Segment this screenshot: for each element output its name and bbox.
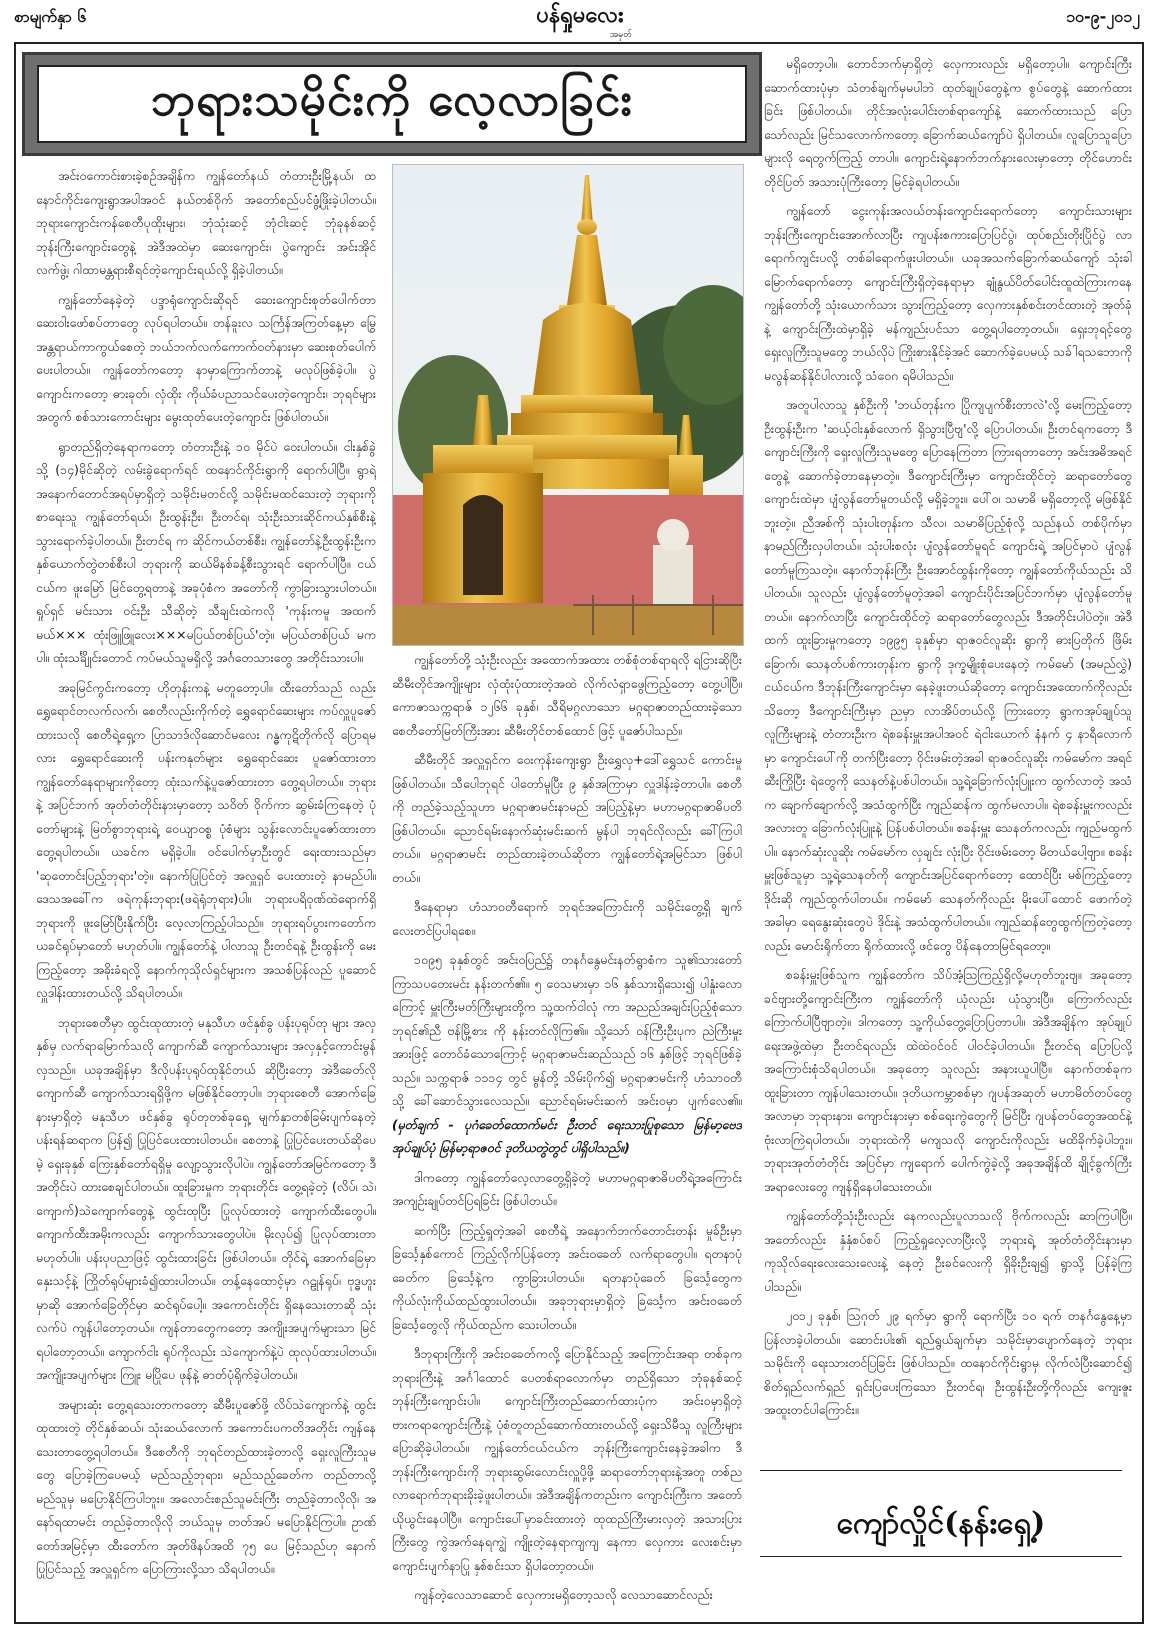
signature-rule-bottom — [760, 1556, 1122, 1557]
paragraph: ရွာတည်ရှိတဲ့နေရာကတော့ တံတားဦးနဲ့ ၁၀ မိုင်ပဲ ဝေးပါတယ်။ ငါးနှစ်ခွဲသို့ (၁၄)မိုင်ဆိုတဲ့ လမ်းခွဲရောက်ရင် ထနောင်ကိုင်းရွာကို ရောက်ပါပြီ။ ရွာရဲ့အနောက်တောင်အရပ်မှာရှိတဲ့ သမိုင်းမတင်လို့ သမိုင်းမထင်သေးတဲ့ ဘုရားကို စာရေးသူ ကျွန်တော်ရယ်၊ ဦးထွန်းဦး၊ ဦးတင်ရ၊ သုံးဦးသားဆိုင်ကယ်နှစ်စီးနဲ့ သွားရောက်ခဲ့ပါတယ်။ ဦးတင်ရ က ဆိုင်ကယ်တစ်စီး၊ ကျွန်တော်နဲ့ဦးထွန်းဦးက နှစ်ယောက်တွဲတစ်စီးပါ ဘုရားကို ဆယ်မိနစ်ခန့်စီးသွားရင် ရောက်ပါပြီ။ ငယ်ငယ်က ဖူးမြော် မြင်တွေ့ရတာနဲ့ အခုပုံစံက အတော်ကို ကွာခြားသွားပါတယ်။ ရှုပ်ရှင် မင်းသား ဝင်းဦး သီဆိုတဲ့ သီချင်းထဲကလို 'ကုန်းကမူ အထက်မယ်××× ထုံးဖြူဖြူလေး×××မပြယ်တစ်ပြယ်'တဲ့။ မပြယ်တစ်ပြယ် မကပါ။ ထုံးသင်္ချိုင်းတောင် ကပ်မယ်သူမရှိလို့ အင်္ဂတေသားတွေ အတိုင်းသားပါ။ — [36, 438, 376, 665]
paragraph-text: ၁၀၉၅ ခုနှစ်တွင် အင်းဝပြည်၌ တနင်္ဂနွေမင်းနတ်ရွာစံက သူ၏သားတော် ကြာသပတေးမင်း နန်းတက်၏။ ၅ ဝေသမားမှာ ၁၆ နှစ်သားရှိသေး၍ ပါနှုံးလောကြောင့် မှူးကြီးမတ်ကြီးများတို့က သူ့ထက်ငါလုံ ကာ အညည်အချင်းပြည့်စုံသော ဘုရင်၏ညီ ဗန်မြို့စား ကို နန်းတင်လိုကြ၏။ သို့သော် ဝန်ကြီးဦးပုက ညဲကြီးမှုးအားဖြင့် တောဝ်ခံသောကြောင့် မဂ္ဂရာဇာမင်းဆည်သည် ၁၆ နှစ်ဖြင့် ဘုရင်ဖြစ်ခဲ့သည်။ သက္ကရာဇ် ၁၁၁၄ တွင် မွန်တို့ သိမ်းပိုက်၍ မဂ္ဂရာဇာမင်းကို ဟံသာဝတီသို့ ခေါ်ဆောင်သွားလေသည်။ ညောင်ရမ်းမင်းဆက် အင်းဝမှာ ပျက်လေ၏။ — [392, 952, 742, 1108]
pagoda-illustration — [393, 165, 743, 645]
page-header — [0, 0, 1158, 40]
title-inner-frame — [37, 65, 747, 143]
paragraph: ကျွန်တော် ငွေးကုန်းအလယ်တန်းကျောင်းရောက်တော့ ကျောင်းသားများ ဘုန်းကြီးကျောင်းအောက်လာပြီး ကျပန်းစကားပြောပြင်ပွဲ၊ ထုပ်စည်းတိုးပြိုင်ပွဲ လာရောက်ကျင်းပလို့ တစ်ခါရောက်ဖူးပါတယ်။ ယခုအသက်ခြောက်ဆယ်ကျော် သုံးခါမြောက်ရောက်တော့ ကျောင်းကြီးရှိတဲ့နေရာမှာ ချုံနွယ်ပိတ်ပေါင်းထူထဲကြားကနေ ကျွန်တော်တို့ သုံးယောက်သား သွားကြည့်တော့ လှေကားနှစ်စင်းတင်ထားတဲ့ အုတ်ခုံနဲ့ ကျောင်းကြီးထဲမှာရှိခဲ့ မန်ကျည်းပင်သာ တွေ့ရပါတော့တယ်။ ရှေးဘုရင့်တွေ ရှေးလူကြီးသူမတွေ ဘယ်လိုပဲ ကြိုးစားနိုင်ခဲ့အင် ဆောက်ခဲ့ပေမယ့် သခ်ါရသဘောကို မလွန်ဆန်နိုင်ပါလားလို့ သံဝေဂ ရမိပါသည်။ — [764, 203, 1132, 383]
paragraph: အများဆုံး တွေ့ရသေးတာကတော့ ဆီမီးပူဇော်ဖို့ လိပ်သဲကျောက်နဲ့ ထွင်းထုထားတဲ့ တိုင်နှစ်ဆယ်၊ သုံးဆယ်လောက် အကောင်းပကတိအတိုင်း ကျန်နေသေးတာတွေ့ရပါတယ်။ ဒီစေတီကို ဘုရင်တည်ထားခဲ့တာလို့ ရှေးလူကြီးသူမတွေ ပြောခဲ့ကြပေမယ့် မည်သည့်ဘုရား၊ မည်သည့်ခေတ်က တည်တာလို့ မည်သူမှ မပြောနိုင်ကြပါဘူး။ အလောင်းစည်သူမင်းကြီး တည်ခဲ့တာလိုလို၊ အနော်ရထာမင်း တည်ခဲ့တာလိုလို ဘယ်သူမှ တတ်အပ် မပြောနိုင်ကြပါ။ ဥာဏ်တော်အမြင့်မှာ ထီးတော်က အုတ်ဖိနပ်အထိ ၇၅ ပေ မြင့်သည်ဟု နောက်ပြုပြင်သည့် အလှူရှင်က ပြောကြားလို့သာ သိရပါတယ်။ — [36, 1396, 376, 1576]
paragraph: ဒီနေရာမှာ ဟံသာဝတီရောက် ဘုရင်အကြောင်းကို သမိုင်းတွေ့ရှိ ချက်လေးတင်ပြပါရစေ။ — [392, 899, 742, 938]
paragraph: မရှိတော့ပါ။ တောင်ဘက်မှာရှိတဲ့ လှေကားလည်း မရှိတော့ပါ။ ကျောင်းကြီး ဆောက်ထားပုံမှာ သံတစ်ချက်မှမပါဘဲ ထုတ်ချုပ်တွေနဲ့က စွပ်တွေနဲ့ ဆောက်ထားခြင်း ဖြစ်ပါတယ်။ တိုင်အလုံးပေါင်းတစ်ရာကျော်နဲ့ ဆောက်ထားသည် ပြောသော်လည်း မြင်သလောက်ကတော့ ခြောက်ဆယ်ကျော်ပဲ ရှိပါတယ်။ လူပြောသူပြောများလို ရေတွက်ကြည့် တာပါ။ ကျောင်းရဲ့နောက်ဘက်နားလေးမှာတော့ တိုင်ဟောင်း တိုင်ပြတ် အသားပုံကြီးတော့ မြင်ခဲ့ရပါတယ်။ — [764, 56, 1132, 189]
paragraph: ကျွန်တော်တို့ သုံးဦးလည်း အထောက်အထား တစ်စုံတစ်ရာရလို ရငြားဆိုပြီး ဆီမီးတိုင်အကျိုးများ လှံထုံးပုံထားတဲ့အထဲ လိုက်လံရှာဖွေကြည့်တော့ တွေ့ပါပြီ။ ကောဇာသက္ကရာဇ် ၁၂၆၆ ခုနှစ်၊ သီရိမဂ္ဂလာသော မဂ္ဂရာဇာတည်ထားခဲ့သော စေတီတော်မြတ်ကြီးအား ဆီမီးတိုင်တစ်ထောင် ဖြင့် ပူဇော်ပါသည်။ — [392, 652, 742, 738]
article-column-1 — [36, 164, 376, 1614]
paragraph: အင်းဝကောင်းစားခဲ့စဉ်အချိန်က ကျွန်တော်နယ် တံတားဦးမြို့နယ်၊ ထနောင်ကိုင်းကျေးရွာအပါအဝင် နယ်တစ်ဝိုက် အတော်စည်ပင်ဖွံ့ဖြိုးခဲ့ပါတယ်။ ဘုရားကျောင်းကန်စေတီပုထိုးများ၊ ဘုံသုံးဆင့် ဘုံငါးဆင့် ဘုံခုနစ်ဆင့် ဘုန်းကြီးကျောင်းတွေနဲ့ အဲဒီအထဲမှာ ဆေးကျောင်း၊ ပွဲကျောင်း အင်းအိုင်လက်ဖွဲ့၊ ဂါထာမန္တရားစီရင်တဲ့ကျောင်းရယ်လို့ ရှိခဲ့ပါတယ်။ — [36, 168, 376, 277]
paragraph: အခုမြင်ကွင်းကတော့ ဟိုတုန်းကနဲ့ မတူတော့ပါ။ ထီးတော်သည် လည်း ရွှေရောင်တလက်လက်၊ စေတီလည်းကိုက်တဲ့ ရွှေရောင်ဆေးများ ကပ်လှူပူဇော်ထားသလို စေတီရဲ့ရှေ့က ပြာသာဒ်လိုဆောင်မလေး ဂန္ဓကုဋိတိုက်လို ပြောရမလား ရွှေရောင်ဆေးကို ပန်းကနုတ်များ ရွှေရောင်ဆေး ပူဇော်ထားတာ ကျွန်တော်နေရာများကိုတော့ ထုံးသက်နဲ့ပူဇော်ထားတာ တွေ့ရပါတယ်။ ဘုရားနဲ့ အပြင်ဘက် အုတ်တံတိုင်းနားမှာတော့ သဝိတ် ဝိုက်ကာ ဆွမ်းခံကြနေတဲ့ ပုံတော်များနဲ့ မြတ်စွာဘုရားရဲ့ ဝေယျာဝစ္စ ပုံစံများ သွန်းလောင်းပူဇော်ထားတာ တွေ့ရပါတယ်။ ယခင်က မရှိခဲ့ပါ။ ဝင်ပေါက်မှာဦးတွင် ရေးထားသည်မှာ 'ဆုတောင်းပြည့်ဘုရား'တဲ့။ နောက်ပြုပြင်တဲ့ အလှူရှင် ပေးထားတဲ့ နာမည်ပါ။ ဒေသအခေါ်က ဖရဲကုန်းဘုရား(ဖရဲရုံဘုရား)ပါ။ ဘုရားပရိဝုဏ်ထဲရောက်ရှိ ဘုရားကို ဖူးမြော်ပြီးနိုက်ပြီး လေ့လာကြည့်ပါသည်။ ဘုရားရပ်ပွားကတော်က ယခင်ရုပ်မှာတော် မဟုတ်ပါ။ ကျွန်တော်နဲ့ ပါလာသူ ဦးတင်ရနဲ့ ဦးထွန်းကို မေးကြည့်တော့ အခိုးခံရလို့ နောက်ကုသိုလ်ရှင်များက အသစ်ပြန်လည် ပူဆောင်လှူဒါန်းထားတယ်လို့ သိရပါတယ်။ — [36, 679, 376, 1000]
masthead-title: ပန်ရှုမလေး — [536, 3, 624, 28]
paragraph: အတူပါလာသူ နှစ်ဦးကို 'ဘယ်တုန်းက ပြိုကျပျက်စီးတာလဲ'လို့ မေးကြည့်တော့ ဦးထွန်းဦးက 'ဆယ့်ငါးနှစ်လောက် ရှိသွားပြီဗျ'လို့ ပြောပါတယ်။ ဦးတင်ရကတော့ ဒီကျောင်းကြီးကို ရှေးလူကြီးသူမတွေ ပြောနေကြတာ ကြားရတာတော့ အင်းအဓိအရင်တွေနဲ့ ဆောက်ခဲ့တာနေမှာတဲ့။ ဒီကျောင်းကြီးမှာ ကျောင်းထိုင်တဲ့ ဆရာတော်တွေ ကျောင်းထဲမှာ ပျံလွန်တော်မူတယ်လို့ မရှိခဲ့ဘူး။ ပေါ်ဝ၊ သမာဓိ မရှိတော့လို့ မဖြစ်နိုင်ဘူးတဲ့။ ညီအစ်ကို သုံးပါးတုန်းက သီလ၊ သမာဓိပြည့်စုံလို့ သည်နယ် တစ်ပိုက်မှာ နာမည်ကြီးလှပါတယ်။ သုံးပါးစလုံး ပျံလွန်တော်မူရင် ကျောင်းရဲ့ အပြင်မှာပဲ ပျံလွန်တော်မူကြသတဲ့။ နောက်ဘုန်းကြီး ဦးအောင်ထွန်းကိုတော့ ကျွန်တော်ကိုယ်သည်း သိပါတယ်။ သူလည်း ပျံလွန်တော်မူတဲ့အခါ ကျောင်းပိုင်းအပြင်ဘက်မှာ ပျံလွန်တော်မူတယ်။ နောက်လာပြီး ကျောင်းထိုင်တဲ့ ဆရာတော်တွေလည်း ဒီအတိုင်းပါပဲတဲ့။ အဲဒီထက် ထူးခြားမှုကတော့ ၁၉၉၅ ခုနှစ်မှာ ရာဇဝင်လူဆိုး ရွာကို ဓားပြတိုက် ဖြိမ်းခြောက်၊ သေနတ်ပစ်ကားတုန်းက ရွာကို ဒုက္ခမျိုးစုံပေးနေတဲ့ ကမ်မော် (အမည်လွှဲ) ငယ်ငယ်က ဒီဘုန်းကြီးကျောင်းမှာ နေခဲ့ဖူးတယ်ဆိုတော့ ကျောင်းအထောက်ကိုလည်းသိတော့ ဒီကျောင်းကြီးမှာ ညမှာ လာအိပ်တယ်လို့ ကြားတော့ ရွာကအုပ်ချုပ်သူ လူကြီးများနဲ့ တံတားဦးက ရဲစခန်းမှူးအပါအဝင် ရဲငါးယောက် နံနက် ၄ နာရီလောက်မှာ ကျောင်းပေါ်ကို တက်ပြီးတော့ ဝိုင်းဖမ်းတဲ့အခါ ရာဇဝင်လူဆိုး ကမ်မော်က အရင်ဆီးကြိုပြီး ရဲတွေကို သေနတ်နဲ့ပစ်ပါတယ်။ သူ့ရဲ့ခြောက်လုံးပြူးက ထွက်လာတဲ့ အသံက ချောက်ချောက်လို့ အသံထွက်ပြီး ကျည်ဆန်က ထွက်မလာပါ။ ရဲစခန်းမှူးကလည်း အလားတူ ခြောက်လုံးပြူးနဲ့ ပြန်ပစ်ပါတယ်။ စခန်းမှူး သေနတ်ကလည်း ကျည်မထွက်ပါ။ နောက်ဆုံးလူဆိုး ကမ်မော်က လှချင်း လုံးပြီး ဝိုင်းဖမ်းတော့ မိတယ်ပေါ့ဗျာ။ စခန်းမှူးဖြစ်သူမှာ သူ့ရဲ့သေနတ်ကို ကျောင်းအပြင်ရောက်တော့ ထောင်ပြီး မစ်ကြည့်တော့ ဒိုင်းဆို ကျည်ထွက်ပါတယ်။ ကမ်မော် သေနတ်ကိုလည်း မိုးပေါ်ထောင် ဖောက်တဲ့အခါမှာ ရေနွေးဆုံးတွေပဲ ဒိုင်းနဲ့ အသံထွက်ပါတယ်။ ကျည်ဆန်တွေထွက်ကြတဲ့တော့လည်း မောင်းရိုက်တာ ရိုက်ထားလို့ ဖင်တွေ ပိန်နေတာမြင်ရတော့။ — [764, 397, 1132, 953]
paragraph — [392, 948, 742, 1160]
masthead — [510, 0, 650, 42]
article-title: ဘုရားသမိုင်းကို လေ့လာခြင်း — [150, 71, 634, 126]
paragraph: ကျွန်တော်တို့သုံးဦးလည်း နေကလည်းပူလာသလို ဗိုက်ကလည်း ဆာကြပါပြီ။ အတော်လည်း နှံနှံစပ်စပ် ကြည့်ရှုလေ့လာပြီးလို့ ဘုရားရဲ့ အုတ်တံတိုင်းနားမှာ ကုသိုလ်ရေးလေးသေးလေးနဲ့ နေတဲ့ ဦးခင်လေးကို ရှိခိုးဦးချ၍ ရွာသို့ ပြန်ခဲ့ကြပါသည်။ — [764, 1208, 1132, 1294]
author-byline: ကျော်လှိုင်(နန်းရှေ့) — [836, 1506, 1046, 1541]
paragraph: ဆီမီးတိုင် အလှူရှင်က ဝေးကုန်းကျေးရွာ ဦးရွှေလှ+ဒေါ်ရွှေသင် ကောင်းမှုဖြစ်ပါတယ်။ သီပေါဘုရင် ပါတော်မူပြီး ၉ နှစ်အကြာမှာ လှူဒါန်းခဲ့တာပါ။ စေတီကို တည်ခဲ့သည့်သူဟာ မဂ္ဂရာဇာမင်းနာမည် အပြည့်နဲ့မှာ မဟာမဂ္ဂရာဇာဓိပတိ ဖြစ်ပါတယ်။ ညောင်ရမ်းနောက်ဆုံးမင်းဆက် မွန်ပါ ဘုရင်လိုလည်း ခေါ်ကြပါတယ်။ မဂ္ဂရာဇာမင်း တည်ထားခဲ့တယ်ဆိုတာ ကျွန်တော်ရဲ့အမြင်သာ ဖြစ်ပါတယ်။ — [392, 752, 742, 885]
paragraph: ကျန်တဲ့လေသာဆောင် လှေကားမရှိတော့သလို လေသာဆောင်လည်း — [414, 1587, 713, 1602]
paragraph: စခန်းမှူးဖြစ်သူက ကျွန်တော်က သိပ်အံ့သြကြည့်ရှိလို့မဟုတ်ဘူးဗျ။ အခုတော့ ခင်ဗျားတို့ကျောင်းကြီးက ကျွန်တော်ကို ယုံလည်း ယုံသွားပြီ။ ကြောက်လည်းကြောက်ပါပြီဗျာတဲ့။ ဒါကတော့ သူ့ကိုယ်တွေ့ပြောပြတာပါ။ အဲဒီအချိန်က အုပ်ချုပ်ရေးအဖွဲ့ထဲမှာ ဦးတင်ရလည်း ထဲထဲဝင်ဝင် ပါဝင်ခဲ့ပါတယ်။ ဦးတင်ရ ပြောပြလို့ အကြောင်းစုံသိရပါတယ်။ အခုတော့ သူလည်း အနားယူပါပြီ။ နောက်တစ်ခုက ထူးခြားတာ ကျန်ပါသေးတယ်။ ဒုတိယကမ္ဘာစစ်မှာ ဂျပန်အဆုတ် မဟာမိတ်တပ်တွေအလာမှာ ဘုရားနား၊ ကျောင်းနားမှာ စစ်ရေးကွဲတွေကို မြင်ပြီး ဂျပန်တပ်တွေအထင်နဲ့ ဗုံးလာကြဲရပါတယ်။ ဘုရားထဲကို မကျသလို ကျောင်းကိုလည်း မထိခိုက်ခဲ့ပါဘူး။ ဘုရားအုတ်တံတိုင်း အပြင်မှာ ကျရောက် ပေါက်ကွဲခဲ့လို့ အခုအချိန်ထိ ချိုင့်ခွက်ကြီးအရာလေးတွေ ကျန်ရှိနေပါသေးတယ်။ — [764, 967, 1132, 1194]
paragraph: ဒါကတော့ ကျွန်တော်လေ့လာတွေ့ရှိခဲ့တဲ့ မဟာမဂ္ဂရာဇာဓိပတိရဲ့အကြောင်း အကျဉ်းချုပ်တင်ပြရခြင်း ဖြစ်ပါတယ်။ — [392, 1169, 742, 1208]
paragraph: ဒီဘုရားကြီးကို အင်းဝခေတ်ကလို့ ပြောနိုင်သည့် အကြောင်းအရာ တစ်ခုက ဘုရားကြီးနဲ့ အင်္ဂါထောင် ပေတစ်ရာလောက်မှာ တည်ရှိသော ဘုံခုနစ်ဆင့် ဘုန်းကြီးကျောင်းပါ။ ကျောင်းကြီးတည်ဆောက်ထားပုံက အင်းဝမှာရှိတဲ့ ဗားကရာကျောင်းကြီးနဲ့ ပုံစံတူတည်ဆောက်ထားတယ်လို့ ရှေးသိမီသူ လူကြီးများ ပြောဆိုခဲ့ပါတယ်။ ကျွန်တော်ငယ်ငယ်က ဘုန်းကြီးကျောင်းနေခဲ့အခါက ဒီဘုန်းကြီးကျောင်းကို ဘုရားဆွမ်းလောင်းလှူပို့ဖို့ ဆရာတော်ဘုရားနဲ့အတူ တစ်ညလာရောက်ဘုရားခိုးခဲ့ဖူးပါတယ်။ အဲဒီအချိန်ကတည်းက ကျောင်းကြီးက အတော်ယိုယွင်းနေပါပြီ။ ကျောင်းပေါ်မှာခင်းထားတဲ့ ထုထည်ကြီးမားလှတဲ့ အသားပြားကြီးတွေ ကွဲအက်နေရကျွဲ ကျိုးတဲ့နေရာကျကျ နေကာ လှေကား လေးစင်းမှာ ကျောင်းပျက်နာပြု နှစ်စင်းသာ ရှိပါတော့တယ်။ — [392, 1346, 742, 1573]
paragraph: ကျွန်တော်နေခဲ့တဲ့ ပဒ္ဒာရုံကျောင်းဆိုရင် ဆေးကျောင်းစုတ်ပေါက်တာ ဆေးဝါးဖော်စပ်တာတွေ လုပ်ရပါတယ်။ တန်ခူးလ သင်္ကြန်အကြတ်နေ့မှာ မြွေအန္တရာယ်ကာကွယ်စေတဲ့ ဘယ်ဘက်လက်ကောက်ဝတ်နားမှာ ဆေးစုတ်ပေါက်ပေးပါတယ်။ ကျွန်တော်ကတော့ နာမှာကြောက်တာနဲ့ မလုပ်ဖြစ်ခဲ့ပါ။ ပွဲကျောင်းကတော့ ဓားခုတ်၊ လှံထိုး ကိုယ်ခံပညာသင်ပေးတဲ့ကျောင်း၊ ဘုရင်များအတွက် စစ်သားကောင်းများ မွေးထုတ်ပေးတဲ့ကျောင်း ဖြစ်ပါတယ်။ — [36, 291, 376, 424]
paragraph: ၂၀၁၂ ခုနှစ်၊ ဩဂုတ် ၂၉ ရက်မှာ ရွာကို ရောက်ပြီး ၁၀ ရက် တနင်္ဂနွေနေ့မှာ ပြန်လာခဲ့ပါတယ်။ ဆောင်းပါး၏ ရည်ရွယ်ချက်မှာ သမိုင်းမှာပျောက်နေတဲ့ ဘုရားသမိုင်းကို ရေးသားတင်ပြခြင်း ဖြစ်ပါသည်။ ထနောင်ကိုင်းရွာမှ လိုက်လံပြီးဆောင်၍ စိတ်ရှည်လက်ရှည် ရှင်းပြပေးကြသော ဦးတင်ရ၊ ဦးထွန်းဦးတို့ကိုလည်း ကျေးဇူးအထူးတင်ပါကြောင်း။ — [764, 1308, 1132, 1417]
photo-caption: (မှတ်ချက် - ပုဂံခေတ်ထောက်မင်း ဦးတင် ရေးသားပြုစုသော မြန်မာ့ဗေဒအုပ်ချုပ်ပုံ မြန်မာ့ရာဇဝင် ဒုတိယတွဲတွင် ပါရှိပါသည်။) — [392, 1116, 742, 1155]
article-column-3 — [764, 52, 1132, 1452]
article-column-2 — [392, 648, 742, 1614]
signature-rule-top — [760, 1470, 1122, 1471]
page-number: စာမျက်နှာ ၆ — [14, 7, 87, 26]
paragraph: ဆက်ပြီး ကြည့်ရှုတဲ့အခါ စေတီရဲ့ အနောက်ဘက်တောင်းတန်း မှုခ်ဦးမှာ ခြင်္သေ့နှစ်ကောင် ကြည့်လိုက်ပြန်တော့ အင်းဝခေတ် လက်ရာတွေပါ။ ရတနာပုံခေတ်က ခြင်္သေ့နဲ့က ကွာခြားပါတယ်။ ရတနာပုံခေတ် ခြင်္သေ့တွေက ကိုယ်လုံးကိုယ်ထည်ထွားပါတယ်။ အခုဘုရားမှာရှိတဲ့ ခြင်္သေ့က အင်းဝခေတ် ခြင်္သေ့တွေလို ကိုယ်ထည်က သေးပါတယ်။ — [392, 1222, 742, 1332]
issue-date: ၁၀-၉-၂၀၁၂ — [1066, 7, 1140, 26]
pagoda-photo — [392, 164, 744, 646]
masthead-subtitle: အမှတ် — [609, 30, 632, 40]
article-title-box — [22, 52, 762, 156]
paragraph: ဘုရားစေတီမှာ ထွင်းထုထားတဲ့ မနုသီဟ ဖင်နှစ်ခွ ပန်းပုရုပ်တု များ အလှနှစ်မှ လက်ရာမြောက်သလို ကျောက်ဆီ ကျောက်သားများ အလှနှင့်ကောင်းမွန်လှသည်။ ယခုအချိန်မှာ ဒီလိုပန်းပုရုပ်ထုနိုင်တယ် ဆိုပြီးတော့ အဲဒီခေတ်လို ကျောက်ဆီ ကျောက်သားရရှိဖို့က မဖြစ်နိုင်တော့ပါ။ ဘုရားစေတီ အောက်ခြေနားမှာရှိတဲ့ မနုသီဟ ဖင်နှစ်ခွ ရုပ်တုတစ်ခုရှေ့ မျက်နှာတစ်ခြမ်းပျက်နေတဲ့ ပန်းရန်ဆရာက ပြန်၍ ပြုပြင်ပေးထားပါတယ်။ စေတာနဲ့ ပြုပြင်ပေးတယ်ဆိုပေမဲ့ ရှေးခုနှစ် ကြေးနှစ်တော်ရရှိမှု လျော့သွားလိုပါပဲ။ ကျွန်တော်အမြင်ကတော့ ဒီအတိုင်းပဲ ထားစေချင်ပါတယ်။ ထူးခြားမှုက ဘုရားတိုင်း တွေ့ရခဲ့တဲ့ (လိပ်၊ သဲ၊ ကျောက်)သဲကျောက်တွေနဲ့ ထွင်းထုပြီး ပြုလုပ်ထားတဲ့ ကျောက်ထီးတွေပါ။ ကျောက်ထီးအမိုးကလည်း ကျောက်သားတွေပါပဲ။ မိုးလုပ်၍ ပြုလုပ်ထားတာမဟုတ်ပါ။ ပန်းပုပညာဖြင့် ထွင်းထားခြင်း ဖြစ်ပါတယ်။ တိုင်ရဲ့ အောက်ခြေမှာ နှေးသင့်နဲ့ ကြိုတ်ရုပ်များခံ၍ထားပါတယ်။ တန့်နေထောင့်မှာ ဂဠုန်ရုပ်၊ ဗုဒ္ဓဟူးမှာဆို အောက်ခြေတိုင်မှာ ဆင်ရုပ်ပေါ့။ အကောင်းတိုင်း ရှိနေသေးတာဆို သုံးလက်ပဲ ကျန်ပါတော့တယ်။ ကျန်တာတွေကတော့ အကျိုးအပျက်များသာ မြင်ရပါတော့တယ်။ ကျောက်ငါး ရုပ်ကိုလည်း သဲကျောက်နဲ့ပဲ ထုလုပ်ထားပါတယ်။ အကျိုးအပျက်များ ကြူး မပြိုပေ ဖုန်နဲ့ ဓာတ်ပုံရိုက်ခဲ့ပါတယ်။ — [36, 1014, 376, 1382]
